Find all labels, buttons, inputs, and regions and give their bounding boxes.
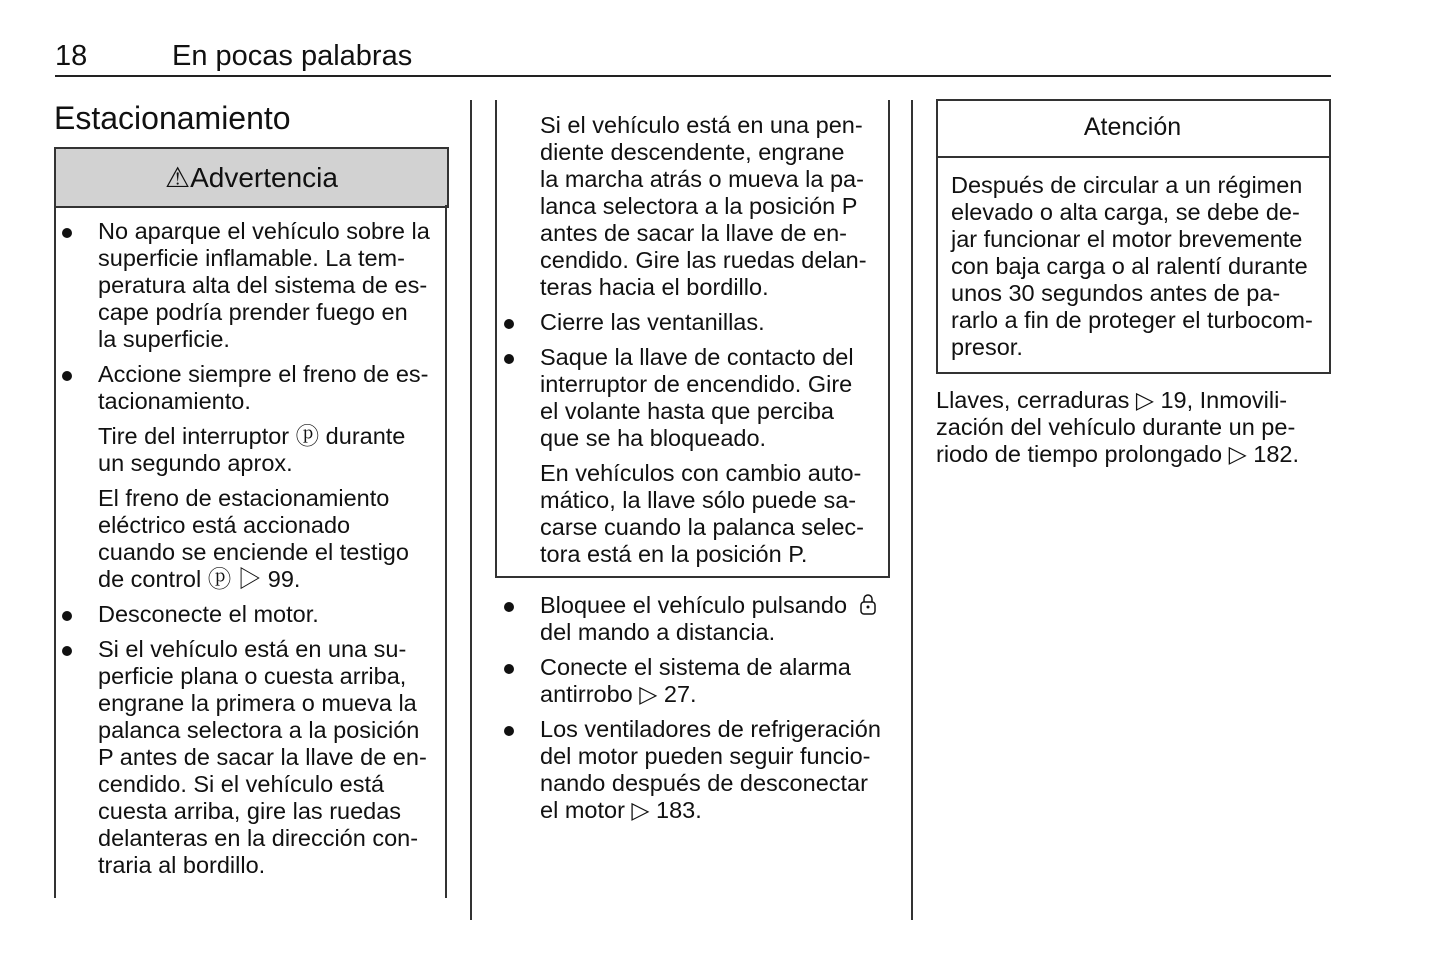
bullet-icon <box>504 319 514 329</box>
bullet-item <box>496 654 896 708</box>
section-title: En pocas palabras <box>172 40 413 72</box>
text-line: palanca selectora a la posición <box>98 717 420 743</box>
text-line: Tire del interruptor ⓟ durante <box>98 423 406 449</box>
text-line: diente descendente, engrane <box>540 139 845 165</box>
text-line: cendido. Si el vehículo está <box>98 771 385 797</box>
column-divider <box>911 100 913 920</box>
bullet-icon <box>62 611 72 621</box>
text-line: nando después de desconectar <box>540 770 868 796</box>
text-line: que se ha bloqueado. <box>540 425 767 451</box>
text-line: unos 30 segundos antes de pa- <box>951 280 1281 306</box>
text-line: Si el vehículo está en una su- <box>98 636 407 662</box>
caution-text <box>951 172 1313 361</box>
bullet-icon <box>62 371 72 381</box>
warning-heading <box>54 147 449 208</box>
text-line: En vehículos con cambio auto- <box>540 460 862 486</box>
text-line: el volante hasta que perciba <box>540 398 834 424</box>
text-line: Accione siempre el freno de es- <box>98 361 429 387</box>
page-number: 18 <box>55 40 88 72</box>
text-line: interruptor de encendido. Gire <box>540 371 853 397</box>
lock-icon <box>859 594 877 616</box>
text-line: Los ventiladores de refrigeración <box>540 716 881 742</box>
page-title: Estacionamiento <box>54 100 291 136</box>
text-line: P antes de sacar la llave de en- <box>98 744 427 770</box>
text-line: riodo de tiempo prolongado ▷ 182. <box>936 441 1299 467</box>
text-line: jar funcionar el motor brevemente <box>951 226 1303 252</box>
warning-heading-text: Advertencia <box>190 162 338 193</box>
text-line: peratura alta del sistema de es- <box>98 272 428 298</box>
text-line: cape podría prender fuego en <box>98 299 408 325</box>
text-line: cendido. Gire las ruedas delan- <box>540 247 867 273</box>
caution-divider <box>936 156 1329 158</box>
bullet-icon <box>62 646 72 656</box>
caution-heading: Atención <box>1083 113 1182 141</box>
warning-box-right-border <box>445 205 447 898</box>
text-line: antirrobo ▷ 27. <box>540 681 697 707</box>
parking-steps-list <box>496 592 896 832</box>
text-line: Desconecte el motor. <box>98 601 319 627</box>
text-line: elevado o alta carga, se debe de- <box>951 199 1300 225</box>
bullet-item <box>54 218 444 353</box>
warning-triangle-icon: ⚠ <box>165 162 191 193</box>
paragraph <box>54 485 444 593</box>
text-line: antes de sacar la llave de en- <box>540 220 847 246</box>
bullet-icon <box>504 664 514 674</box>
cross-references <box>936 387 1299 468</box>
bullet-item <box>54 361 444 415</box>
bullet-item <box>496 592 896 646</box>
paragraph <box>496 460 886 568</box>
text-line: cuesta arriba, gire las ruedas <box>98 798 402 824</box>
bullet-item <box>496 716 896 824</box>
bullet-icon <box>504 354 514 364</box>
bullet-icon <box>62 228 72 238</box>
text-line: tacionamiento. <box>98 388 251 414</box>
paragraph <box>54 423 444 477</box>
warning-list-continued <box>496 112 886 576</box>
text-line: Bloquee el vehículo pulsando <box>540 592 848 618</box>
bullet-icon <box>504 726 514 736</box>
text-line: Llaves, cerraduras ▷ 19, Inmovili- <box>936 387 1288 413</box>
text-line: eléctrico está accionado <box>98 512 351 538</box>
text-line: Si el vehículo está en una pen- <box>540 112 863 138</box>
text-line: el motor ▷ 183. <box>540 797 702 823</box>
text-line: del mando a distancia. <box>540 619 776 645</box>
text-line: presor. <box>951 334 1023 360</box>
bullet-item <box>54 601 444 628</box>
text-line: del motor pueden seguir funcio- <box>540 743 871 769</box>
text-line: perficie plana o cuesta arriba, <box>98 663 407 689</box>
text-line: superficie inflamable. La tem- <box>98 245 405 271</box>
text-line: zación del vehículo durante un pe- <box>936 414 1296 440</box>
text-line: de control ⓟ ▷ 99. <box>98 566 301 592</box>
column-divider <box>470 100 472 920</box>
bullet-item <box>496 344 886 452</box>
text-line: lanca selectora a la posición P <box>540 193 858 219</box>
text-line: engrane la primera o mueva la <box>98 690 417 716</box>
text-line: la superficie. <box>98 326 230 352</box>
text-line: mático, la llave sólo puede sa- <box>540 487 857 513</box>
text-line: carse cuando la palanca selec- <box>540 514 864 540</box>
text-line: Saque la llave de contacto del <box>540 344 854 370</box>
text-line: teras hacia el bordillo. <box>540 274 769 300</box>
text-line: delanteras en la dirección con- <box>98 825 419 851</box>
warning-list <box>54 218 444 887</box>
bullet-icon <box>504 602 514 612</box>
header-rule <box>55 75 1331 77</box>
text-line: No aparque el vehículo sobre la <box>98 218 430 244</box>
text-line: con baja carga o al ralentí durante <box>951 253 1308 279</box>
text-line: rarlo a fin de proteger el turbocom- <box>951 307 1313 333</box>
text-line: Cierre las ventanillas. <box>540 309 765 335</box>
text-line: Conecte el sistema de alarma <box>540 654 851 680</box>
paragraph <box>496 112 886 301</box>
bullet-item <box>54 636 444 879</box>
text-line: tora está en la posición P. <box>540 541 808 567</box>
text-line: cuando se enciende el testigo <box>98 539 409 565</box>
text-line: Después de circular a un régimen <box>951 172 1303 198</box>
text-line: El freno de estacionamiento <box>98 485 390 511</box>
text-line: la marcha atrás o mueva la pa- <box>540 166 864 192</box>
text-line: un segundo aprox. <box>98 450 293 476</box>
text-line: traria al bordillo. <box>98 852 266 878</box>
bullet-item <box>496 309 886 336</box>
